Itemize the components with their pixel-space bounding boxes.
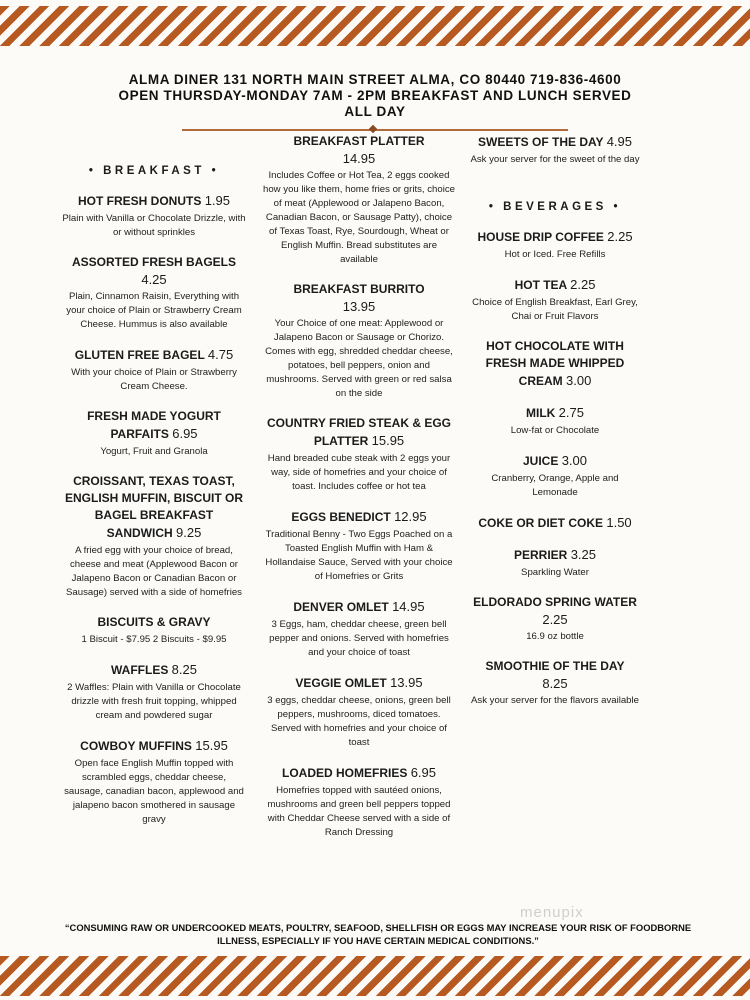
item-name: GLUTEN FREE BAGEL xyxy=(74,348,205,362)
menu-item xyxy=(262,674,456,750)
menu-item xyxy=(62,346,246,394)
food-safety-disclaimer: “CONSUMING RAW OR UNDERCOOKED MEATS, POULTRY, SEAFOOD, SHELLFISH OR EGGS MAY INCREASE YOUR RISK OF FOODBORNE ILLNESS, ESPECIALLY IF YOU HAVE CERTAIN MEDICAL CONDITIONS.” xyxy=(64,922,692,946)
item-name: JUICE xyxy=(523,454,559,468)
header-divider xyxy=(182,129,568,131)
menu-item xyxy=(262,281,456,401)
item-description: 16.9 oz bottle xyxy=(526,631,584,642)
item-price: 8.25 xyxy=(542,676,568,691)
item-price: 9.25 xyxy=(176,525,202,540)
item-price: 2.25 xyxy=(570,277,596,292)
header-all-day: ALL DAY xyxy=(344,104,406,119)
item-price: 2.75 xyxy=(558,405,584,420)
menu-item xyxy=(62,473,246,600)
item-price: 14.95 xyxy=(392,599,425,614)
item-description: 1 Biscuit - $7.95 2 Biscuits - $9.95 xyxy=(81,634,227,645)
item-price: 4.25 xyxy=(141,272,167,287)
item-description: 3 eggs, cheddar cheese, onions, green bell peppers, mushrooms, diced tomatoes. Served with homefries and your choice of toast xyxy=(267,695,451,748)
item-price: 3.25 xyxy=(570,547,596,562)
item-price: 13.95 xyxy=(342,299,376,314)
item-name: COUNTRY FRIED STEAK & EGG PLATTER xyxy=(266,416,451,448)
item-description: Plain with Vanilla or Chocolate Drizzle, with or without sprinkles xyxy=(62,213,246,238)
item-name: COWBOY MUFFINS xyxy=(80,739,192,753)
item-name: SMOOTHIE OF THE DAY xyxy=(485,659,625,673)
item-name: BISCUITS & GRAVY xyxy=(97,615,211,629)
item-description: Traditional Benny - Two Eggs Poached on a Toasted English Muffin with Ham & Hollandaise Sauce, Served with your choice of Homefries or Grits xyxy=(265,529,453,582)
item-price: 2.25 xyxy=(542,612,568,627)
bottom-stripe-border xyxy=(0,956,750,996)
item-price: 13.95 xyxy=(390,675,423,690)
item-description: Ask your server for the sweet of the day xyxy=(470,154,640,165)
item-description: Your Choice of one meat: Applewood or Jalapeno Bacon or Sausage or Chorizo. Comes with egg, shredded cheddar cheese, potatoes, bell peppers, onion and mushrooms. Served with green or red salsa on the side xyxy=(265,318,453,399)
item-name: FRESH MADE YOGURT PARFAITS xyxy=(87,409,221,441)
item-description: Open face English Muffin topped with scrambled eggs, cheddar cheese, sausage, canadian bacon, applewood and jalapeno bacon smothered in sausage gravy xyxy=(64,758,244,825)
item-price: 12.95 xyxy=(394,509,427,524)
item-description: Sparkling Water xyxy=(521,567,589,578)
menu-item xyxy=(470,133,640,167)
item-name: EGGS BENEDICT xyxy=(291,510,391,524)
item-name: HOT CHOCOLATE WITH FRESH MADE WHIPPED CREAM xyxy=(485,339,625,388)
item-name: WAFFLES xyxy=(111,663,169,677)
item-description: With your choice of Plain or Strawberry Cream Cheese. xyxy=(71,367,237,392)
item-name: SWEETS OF THE DAY xyxy=(477,135,604,149)
item-name: LOADED HOMEFRIES xyxy=(282,766,408,780)
item-price: 4.95 xyxy=(606,134,632,149)
beverages-section-title: • BEVERAGES • xyxy=(488,201,622,213)
item-price: 15.95 xyxy=(195,738,228,753)
item-price: 14.95 xyxy=(342,151,376,166)
item-description: Low-fat or Chocolate xyxy=(510,425,600,436)
menu-item xyxy=(262,415,456,494)
menupix-watermark: menupix xyxy=(520,904,584,921)
menu-item xyxy=(470,228,640,262)
item-description: Yogurt, Fruit and Granola xyxy=(100,446,208,457)
header-hours: OPEN THURSDAY-MONDAY 7AM - 2PM BREAKFAST AND LUNCH SERVED xyxy=(118,88,632,103)
item-name: MILK xyxy=(526,406,556,420)
divider-ornament xyxy=(369,125,377,133)
item-price: 1.95 xyxy=(204,193,230,208)
menu-item xyxy=(470,404,640,438)
item-price: 4.75 xyxy=(207,347,234,362)
item-name: VEGGIE OMLET xyxy=(295,676,387,690)
item-price: 1.50 xyxy=(606,515,632,530)
item-name: BREAKFAST PLATTER xyxy=(293,134,425,148)
menu-item xyxy=(62,737,246,827)
item-description: Hand breaded cube steak with 2 eggs your way, side of homefries and your choice of toast. Includes coffee or hot tea xyxy=(267,453,451,492)
menu-item xyxy=(62,661,246,723)
item-name: COKE OR DIET COKE xyxy=(478,516,604,530)
menu-item xyxy=(62,192,246,240)
item-description: Homefries topped with sautéed onions, mushrooms and green bell peppers topped with Cheddar Cheese served with a side of Ranch Dressing xyxy=(267,785,451,838)
item-description: 2 Waffles: Plain with Vanilla or Chocolate drizzle with fresh fruit topping, whipped cream and powdered sugar xyxy=(67,682,241,721)
item-name: PERRIER xyxy=(514,548,568,562)
menu-item xyxy=(470,276,640,324)
menu-item xyxy=(262,508,456,584)
item-price: 3.00 xyxy=(566,373,592,388)
item-description: Plain, Cinnamon Raisin, Everything with your choice of Plain or Strawberry Cream Cheese. Hummus is also available xyxy=(66,291,242,330)
menu-item xyxy=(470,452,640,500)
item-price: 3.00 xyxy=(561,453,587,468)
menu-header xyxy=(40,72,710,120)
menu-item xyxy=(262,133,456,267)
menu-item xyxy=(62,614,246,647)
item-description: Cranberry, Orange, Apple and Lemonade xyxy=(491,473,619,498)
item-price: 6.95 xyxy=(172,426,198,441)
breakfast-section-title: • BREAKFAST • xyxy=(88,165,220,177)
header-address: ALMA DINER 131 NORTH MAIN STREET ALMA, CO 80440 719-836-4600 xyxy=(128,72,622,87)
item-description: Hot or Iced. Free Refills xyxy=(504,249,606,260)
item-description: Choice of English Breakfast, Earl Grey, Chai or Fruit Flavors xyxy=(472,297,638,322)
item-price: 6.95 xyxy=(410,765,436,780)
item-name: ASSORTED FRESH BAGELS xyxy=(71,255,236,269)
item-name: BREAKFAST BURRITO xyxy=(293,282,425,296)
menu-item xyxy=(262,764,456,840)
menu-item xyxy=(470,338,640,390)
top-stripe-border xyxy=(0,6,750,46)
menu-item xyxy=(470,594,640,644)
menu-item xyxy=(62,408,246,459)
menu-item xyxy=(62,254,246,332)
menu-item xyxy=(470,546,640,580)
item-description: 3 Eggs, ham, cheddar cheese, green bell pepper and onions. Served with homefries and your choice of toast xyxy=(269,619,449,658)
menu-item xyxy=(262,598,456,660)
item-name: ELDORADO SPRING WATER xyxy=(473,595,637,609)
item-description: Ask your server for the flavors available xyxy=(471,695,639,706)
item-price: 2.25 xyxy=(607,229,633,244)
menu-item xyxy=(470,514,640,532)
item-price: 8.25 xyxy=(171,662,197,677)
item-name: DENVER OMLET xyxy=(293,600,389,614)
beverages-column xyxy=(470,133,640,722)
item-description: A fried egg with your choice of bread, cheese and meat (Applewood Bacon or Jalapeno Bacon or Canadian Bacon or Sausage) served with a side of homefries xyxy=(66,545,242,598)
item-name: HOUSE DRIP COFFEE xyxy=(477,230,604,244)
item-name: HOT FRESH DONUTS xyxy=(78,194,202,208)
breakfast-column xyxy=(62,163,246,841)
item-description: Includes Coffee or Hot Tea, 2 eggs cooked how you like them, home fries or grits, choice of meat (Applewood or Jalapeno Bacon, Canadian Bacon, or Sausage Patty), choice of Texas Toast, Rye, Sourdough, Wheat or English Muffin. Bread substitutes are available xyxy=(263,170,455,265)
item-name: CROISSANT, TEXAS TOAST, ENGLISH MUFFIN, BISCUIT OR BAGEL BREAKFAST SANDWICH xyxy=(65,474,243,540)
item-price: 15.95 xyxy=(371,433,405,448)
item-name: HOT TEA xyxy=(514,278,567,292)
menu-item xyxy=(470,658,640,708)
platters-column xyxy=(262,133,456,854)
